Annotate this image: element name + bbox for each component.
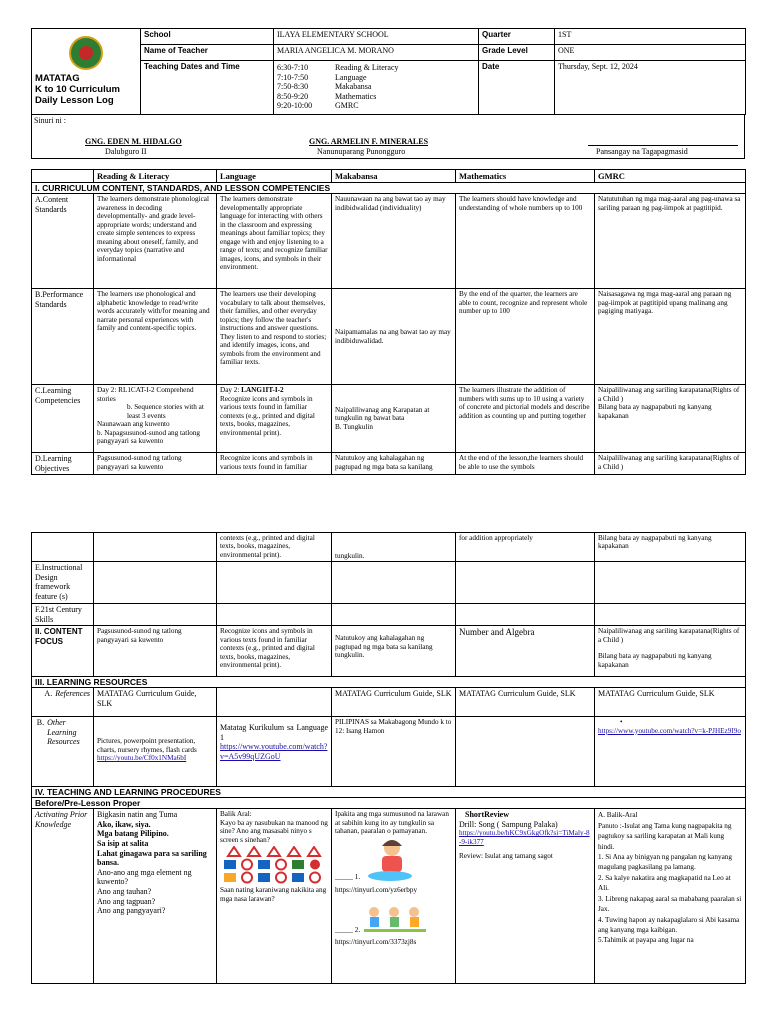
section-curriculum-content: I. CURRICULUM CONTENT, STANDARDS, AND LESSON COMPETENCIES <box>32 183 746 194</box>
objective-cont-reading <box>94 533 217 562</box>
row-label-21st-century-skills: F.21st Century Skills <box>32 604 94 626</box>
row-label-instructional-design: E.Instructional Design framework feature (s) <box>32 562 94 604</box>
col-header-reading: Reading & Literacy <box>94 170 217 183</box>
child-washing-dishes-image <box>364 838 416 882</box>
objective-cont-makabansa: tungkulin. <box>332 533 456 562</box>
activating-language-2: Kayo ba ay nasubukan na manood ng sine? Ano ang masasabi ninyo s screen s sinehan? <box>220 818 328 844</box>
activating-gmrc-7: 5.Tahimik at payapa ang lugar na <box>598 936 694 945</box>
activating-reading-6: Ano-ano ang mga element ng kuwento? <box>97 867 192 887</box>
focus-gmrc-2: Bilang bata ay nagpapabuti ng kanyang kapakanan <box>598 652 712 669</box>
focus-gmrc <box>595 626 746 677</box>
content-standard-math: The learners should have knowledge and understanding of whole numbers up to 100 <box>456 194 595 289</box>
time-4: 8:50-9:20 <box>277 91 309 101</box>
activating-math-title: ShortReview <box>465 810 509 820</box>
performance-standard-math: By the end of the quarter, the learners are able to count, recognize and represent whole number up to 100 <box>456 289 595 385</box>
activating-reading-5: Lahat ginagawa para sa sariling bansa. <box>97 848 207 868</box>
school-label: School <box>141 29 274 45</box>
activating-makabansa-blank-2: _____ 2. <box>335 925 361 934</box>
grade-label: Grade Level <box>479 45 555 61</box>
activating-makabansa-blank-1: _____ 1. <box>335 873 361 882</box>
competency-reading-4: b. Napagsusunod-sunod ang tatlong pangyayari sa kuwento <box>97 428 201 446</box>
activating-reading-3: Mga batang Pilipino. <box>97 829 169 839</box>
objective-cont-gmrc: Bilang bata ay nagpapabuti ng kanyang kapakanan <box>595 533 746 562</box>
dates-label: Teaching Dates and Time <box>141 61 274 115</box>
other-resources-language-link[interactable]: https://www.youtube.com/watch?v=A5v99qUZGoU <box>220 742 328 761</box>
signatory-3-title: Pansangay na Tagapagmasid <box>596 147 688 156</box>
focus-math: Number and Algebra <box>456 626 595 677</box>
references-text: References <box>55 689 90 699</box>
objective-cont-language: contexts (e.g., printed and digital texts, books, magazines, environmental print). <box>217 533 332 562</box>
row-label-activating-prior-knowledge: Activating Prior Knowledge <box>32 809 94 984</box>
lesson-table-page-2 <box>31 532 746 984</box>
row-label-references <box>32 688 94 717</box>
references-math: MATATAG Curriculum Guide, SLK <box>456 688 595 717</box>
objective-language: Recognize icons and symbols in various texts found in familiar <box>217 453 332 475</box>
other-resources-reading <box>94 717 217 787</box>
activating-reading-1: Bigkasin natin ang Tuma <box>97 810 178 820</box>
activating-gmrc-6: 4. Tuwing hapon ay nakapaglalaro si Abi kasama ang kanyang mga kaibigan. <box>598 915 740 934</box>
section-teaching-procedures: IV. TEACHING AND LEARNING PROCEDURES <box>32 787 746 798</box>
content-standard-gmrc: Natututuhan ng mga mag-aaral ang pag-unawa sa sariling paraan ng pag-iimpok at pagtitipid. <box>595 194 746 289</box>
col-header-mathematics: Mathematics <box>456 170 595 183</box>
activating-makabansa-link-1: https://tinyurl.com/yz6erbpy <box>335 885 418 894</box>
sched-subject-1: Reading & Literacy <box>335 63 399 72</box>
other-resources-reading-link[interactable]: https://youtu.be/Cf0x1NMa6bI <box>97 754 187 763</box>
competency-language <box>217 385 332 453</box>
traffic-signs-image <box>220 846 325 884</box>
competency-makabansa-1: Naipaliliwanag ang Karapatan at tungkulin ng bawat bata <box>335 405 430 423</box>
objective-gmrc: Naipaliliwanag ang sariling karapatana(Rights of a Child ) <box>595 453 746 475</box>
date-value: Thursday, Sept. 12, 2024 <box>555 61 746 115</box>
time-5: 9:20-10:00 <box>277 101 313 111</box>
time-1: 6:30-7:10 <box>277 63 309 72</box>
sched-subject-5: GMRC <box>335 101 359 111</box>
references-gmrc: MATATAG Curriculum Guide, SLK <box>595 688 746 717</box>
sched-subject-4: Mathematics <box>335 91 377 101</box>
other-resources-gmrc-bullet: • <box>620 718 623 727</box>
objective-cont-label <box>32 533 94 562</box>
title-matatag: MATATAG <box>35 73 80 85</box>
other-resources-gmrc-link[interactable]: https://www.youtube.com/watch?v=k-PJHEz9I9o <box>598 726 741 735</box>
col-header-makabansa: Makabansa <box>332 170 456 183</box>
lesson-table-page-1 <box>31 169 746 475</box>
row-label-content-focus: II. CONTENT FOCUS <box>32 626 94 677</box>
performance-standard-makabansa: Naipamamalas na ang bawat tao ay may indibiduwalidad. <box>332 289 456 385</box>
competency-gmrc-1: Naipaliliwanag ang sariling karapatana(Rights of a Child ) <box>598 386 740 403</box>
time-2: 7:10-7:50 <box>277 72 309 82</box>
col-header-blank <box>32 170 94 183</box>
competency-reading <box>94 385 217 453</box>
signature-box <box>31 114 745 159</box>
row-label-learning-objectives: D.Learning Objectives <box>32 453 94 475</box>
quarter-value: 1ST <box>555 29 746 45</box>
teacher-value: MARIA ANGELICA M. MORANO <box>274 45 479 61</box>
signatory-1-name: GNG. EDEN M. HIDALGO <box>85 137 182 146</box>
other-resources-gmrc <box>595 717 746 787</box>
time-3: 7:50-8:30 <box>277 82 309 92</box>
objective-reading: Pagsusunod-sunod ng tatlong pangyayari sa kuwento <box>94 453 217 475</box>
row-label-learning-competencies: C.Learning Competencies <box>32 385 94 453</box>
row-label-content-standards: A.Content Standards <box>32 194 94 289</box>
objective-math: At the end of the lesson,the learners should be able to use the symbols <box>456 453 595 475</box>
objective-makabansa: Natutukoy ang kahalagahan ng pagtupad ng mga bata sa kanilang <box>332 453 456 475</box>
sched-subject-2: Language <box>335 72 367 82</box>
competency-makabansa-2: B. Tungkulin <box>335 422 373 431</box>
performance-standard-gmrc: Naisasagawa ng mga mag-aaral ang paraan ng pag-iimpok at pagtitipid upang malinang ang pagiging matiyaga. <box>595 289 746 385</box>
activating-math <box>456 809 595 984</box>
competency-language-code: LANG1IT-I-2 <box>241 386 284 395</box>
col-header-language: Language <box>217 170 332 183</box>
header-table <box>31 28 746 115</box>
other-resources-reading-text: Pictures, powerpoint presentation, charts, nursery rhymes, flash cards <box>97 737 197 754</box>
content-standard-makabansa: Nauunawaan na ang bawat tao ay may indibidwalidad (individuality) <box>332 194 456 289</box>
competency-math: The learners illustrate the addition of numbers with sums up to 10 using a variety of concrete and pictorial models and describe addition as counting up and putting together <box>456 385 595 453</box>
references-reading: MATATAG Curriculum Guide, SLK <box>94 688 217 717</box>
activating-reading-8: Ano ang tagpuan? <box>97 896 156 906</box>
title-curriculum: K to 10 Curriculum <box>35 84 120 96</box>
signatory-2-name: GNG. ARMELIN F. MINERALES <box>309 137 429 146</box>
activating-language-3: Saan nating karaniwang nakikita ang mga nasa larawan? <box>220 886 327 903</box>
section-learning-resources: III. LEARNING RESOURCES <box>32 677 746 688</box>
competency-reading-2: b. Sequence stories with at least 3 events <box>127 403 204 420</box>
activating-math-link[interactable]: https://youtu.be/hKC9xGkgOfk?si=TiMaly-8-9-ik377 <box>459 829 590 846</box>
focus-makabansa: Natutukoy ang kahalagahan ng pagtupad ng mga bata sa kanilang tungkulin. <box>332 626 456 677</box>
activating-gmrc-5: 3. Libreng nakapag aaral sa mababang paaralan si Jax. <box>598 894 742 914</box>
references-language <box>217 688 332 717</box>
date-label: Date <box>479 61 555 115</box>
signatory-1-title: Dalubguro II <box>105 147 147 156</box>
competency-gmrc-2: Bilang bata ay nagpapabuti ng kanyang kapakanan <box>598 403 712 420</box>
quarter-label: Quarter <box>479 29 555 45</box>
signatory-2-title: Nanunuparang Punongguro <box>317 147 406 156</box>
row-label-other-resources <box>32 717 94 787</box>
activating-reading <box>94 809 217 984</box>
objective-cont-math: for addition appropriately <box>456 533 595 562</box>
grade-value: ONE <box>555 45 746 61</box>
title-dll: Daily Lesson Log <box>35 94 114 106</box>
other-resources-language-text: Matatag Kurikulum sa Language 1 <box>220 723 328 742</box>
competency-reading-3: Naunawaan ang kuwento <box>97 420 170 429</box>
content-standard-language: The learners demonstrate developmentally appropriate language for interacting with others in the classroom and expressing meanings about familiar topics; they engage with and enjoy listening to a range of texts; and recognize familiar images, icons, and symbols in their environment. <box>217 194 332 289</box>
focus-language: Recognize icons and symbols in various texts found in familiar contexts (e.g., printed and digital texts, books, magazines, environmental print). <box>217 626 332 677</box>
activating-gmrc-1: A. Balik-Aral <box>598 811 638 820</box>
activating-language-1: Balik Aral: <box>220 810 252 819</box>
references-makabansa: MATATAG Curriculum Guide, SLK <box>332 688 456 717</box>
references-letter: A. <box>44 689 53 699</box>
competency-reading-1: Day 2: RL1CAT-I-2 Comprehend stories <box>97 386 194 403</box>
activating-makabansa-1: Ipakita ang mga sumusunod na larawan at sabihin kung ito ay tungkulin sa tahanan, paaralan o pamayanan. <box>335 810 449 836</box>
other-resources-language <box>217 717 332 787</box>
activating-reading-7: Ano ang tauhan? <box>97 886 152 896</box>
section-before-lesson: Before/Pre-Lesson Proper <box>32 798 746 809</box>
checked-by-label: Sinuri ni : <box>34 116 67 125</box>
competency-makabansa <box>332 385 456 453</box>
competency-gmrc <box>595 385 746 453</box>
performance-standard-reading: The learners use phonological and alphabetic knowledge to read/write words accurately with/for meaning and narrate personal experiences with family and content-specific topics. <box>94 289 217 385</box>
activating-gmrc-4: 2. Sa kalye nakatira ang magkapatid na Leo at Ali. <box>598 873 731 893</box>
col-header-gmrc: GMRC <box>595 170 746 183</box>
activating-gmrc-2: Panuto :-Isulat ang Tama kung nagpapakita ng pagtukoy sa sariling karapatan at Mali kung hindi. <box>598 821 732 851</box>
row-label-performance-standards: B.Performance Standards <box>32 289 94 385</box>
performance-standard-language: The learners use their developing vocabulary to talk about themselves, their families, and other everyday topics; they follow the teacher's instructions and answer questions. They listen to and respond to stories; and identify images, icons, and symbols from the environment and familiar texts. <box>217 289 332 385</box>
focus-gmrc-1: Naipaliliwanag ang sariling karapatana(Rights of a Child ) <box>598 627 740 644</box>
activating-reading-4: Sa isip at salita <box>97 838 149 848</box>
focus-reading: Pagsusunod-sunod ng tatlong pangyayari sa kuwento <box>94 626 217 677</box>
teacher-label: Name of Teacher <box>141 45 274 61</box>
header-title-cell <box>32 29 141 115</box>
activating-makabansa <box>332 809 456 984</box>
activating-reading-9: Ano ang pangyayari? <box>97 906 166 916</box>
other-resources-letter: B. <box>36 718 45 728</box>
schedule-cell <box>274 61 479 115</box>
activating-language <box>217 809 332 984</box>
other-resources-makabansa: PILIPINAS sa Makabagong Mundo k to 12: Isang Hamon <box>332 717 456 787</box>
deped-logo-icon <box>69 36 103 70</box>
activating-gmrc-3: 1. Si Ana ay binigyan ng pangalan ng kanyang magulang pagkasilang pa lamang. <box>598 852 732 872</box>
competency-language-text: Recognize icons and symbols in various texts found in familiar contexts (e.g., printed and digital texts, books, magazines, environmental print). <box>220 394 315 437</box>
activating-reading-2: Ako, ikaw, siya. <box>97 819 151 829</box>
activating-makabansa-link-2: https://tinyurl.com/3373zj8s <box>335 938 417 947</box>
activating-math-review: Review: Isulat ang tamang sagot <box>459 852 553 861</box>
content-standard-reading: The learners demonstrate phonological awareness in decoding developmentally- and grade level-appropriate words; understand and create simple sentences to express meaning about oneself, family, and everyday topics (narrative and informational <box>94 194 217 289</box>
activating-math-drill: Drill: Song ( Sampung Palaka) <box>459 819 558 829</box>
activating-gmrc <box>595 809 746 984</box>
signatory-3-line <box>588 145 738 146</box>
school-value: ILAYA ELEMENTARY SCHOOL <box>274 29 479 45</box>
other-resources-math <box>456 717 595 787</box>
children-cleaning-image <box>364 904 426 934</box>
sched-subject-3: Makabansa <box>335 82 372 92</box>
competency-language-day: Day 2: <box>220 386 242 395</box>
other-resources-text: Other Learning Resources <box>47 718 80 747</box>
